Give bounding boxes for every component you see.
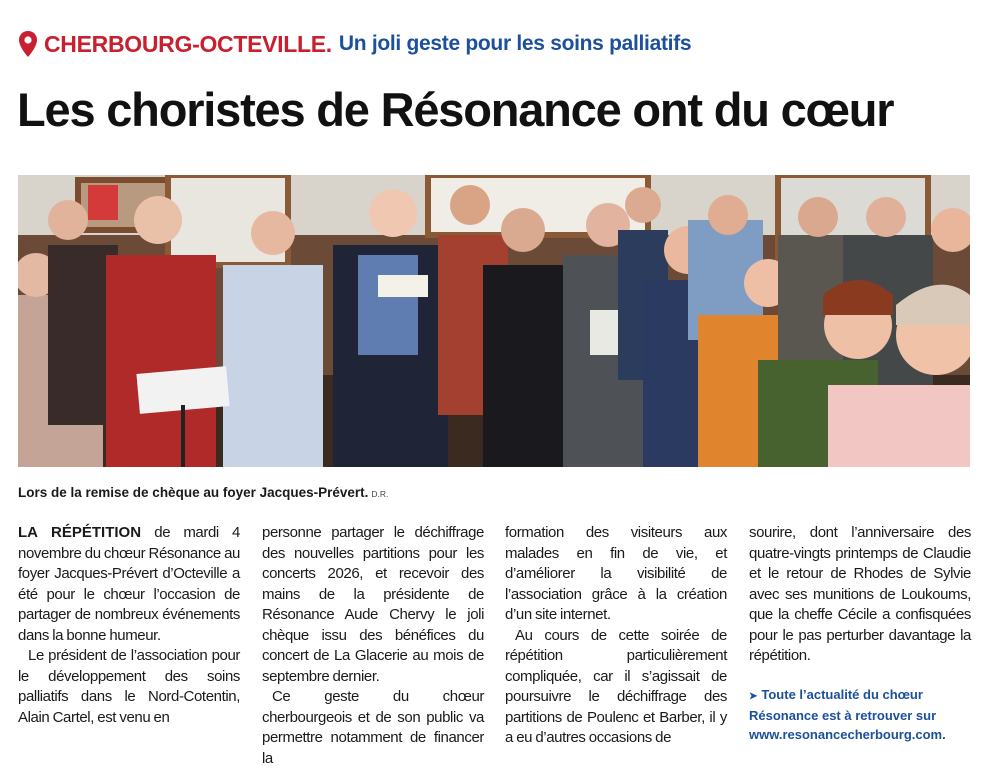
kicker (18, 28, 691, 60)
paragraph: Ce geste du chœur cherbourgeois et de son public va permettre notamment de financer la (262, 688, 484, 767)
paragraph: sourire, dont l’anniversaire des quatre-vingts printemps de Claudie et le retour de Rhodes de Sylvie avec ses munitions de Loukoums, que la cheffe Cécile a confisquées pour le pas perturber davantage la répétition. (749, 524, 971, 664)
paragraph-text: de mardi 4 novembre du chœur Résonance au foyer Jacques-Prévert d’Octeville a été pour le chœur l’occasion de partager de nombreux événements dans la bonne humeur. (18, 524, 240, 644)
paragraph: personne partager le déchiffrage des nouvelles partitions pour les concerts 2026, et recevoir des mains de la présidente de Résonance Aude Chervy le joli chèque issu des bénéfices du concert de La Glacerie au mois de septembre dernier. (262, 524, 484, 685)
caption-text: Lors de la remise de chèque au foyer Jacques-Prévert. (18, 485, 369, 500)
kicker-subtitle: Un joli geste pour les soins palliatifs (338, 32, 692, 55)
arrow-icon: ➤ (749, 690, 758, 702)
website-reference (749, 685, 971, 744)
photo-caption (18, 485, 388, 500)
article-column-1 (18, 523, 240, 728)
lead-in: LA RÉPÉTITION (18, 524, 142, 541)
paragraph: formation des visiteurs aux malades en fin de vie, et d’améliorer la visibilité de l’association grâce à la création d’un site internet. (505, 524, 727, 623)
article-column-4 (749, 523, 971, 744)
article-column-3 (505, 523, 727, 749)
photo-credit: D.R. (371, 489, 389, 499)
paragraph: Le président de l’association pour le développement des soins palliatifs dans le Nord-Cotentin, Alain Cartel, est venu en (18, 647, 240, 726)
location-label: CHERBOURG-OCTEVILLE. (44, 30, 332, 57)
website-reference-text: Toute l’actualité du chœur Résonance est à retrouver sur www.resonancecherbourg.com. (749, 686, 946, 742)
article-column-2 (262, 523, 484, 769)
paragraph (18, 523, 240, 646)
photo-illustration (18, 175, 970, 467)
location-pin-icon (18, 30, 38, 58)
paragraph: Au cours de cette soirée de répétition particulièrement compliquée, car il s’agissait de poursuivre le déchiffrage des partitions de Poulenc et Barber, il y a eu d’autres occasions de (505, 626, 727, 746)
headline: Les choristes de Résonance ont du cœur (17, 83, 894, 136)
group-photo (18, 175, 970, 467)
